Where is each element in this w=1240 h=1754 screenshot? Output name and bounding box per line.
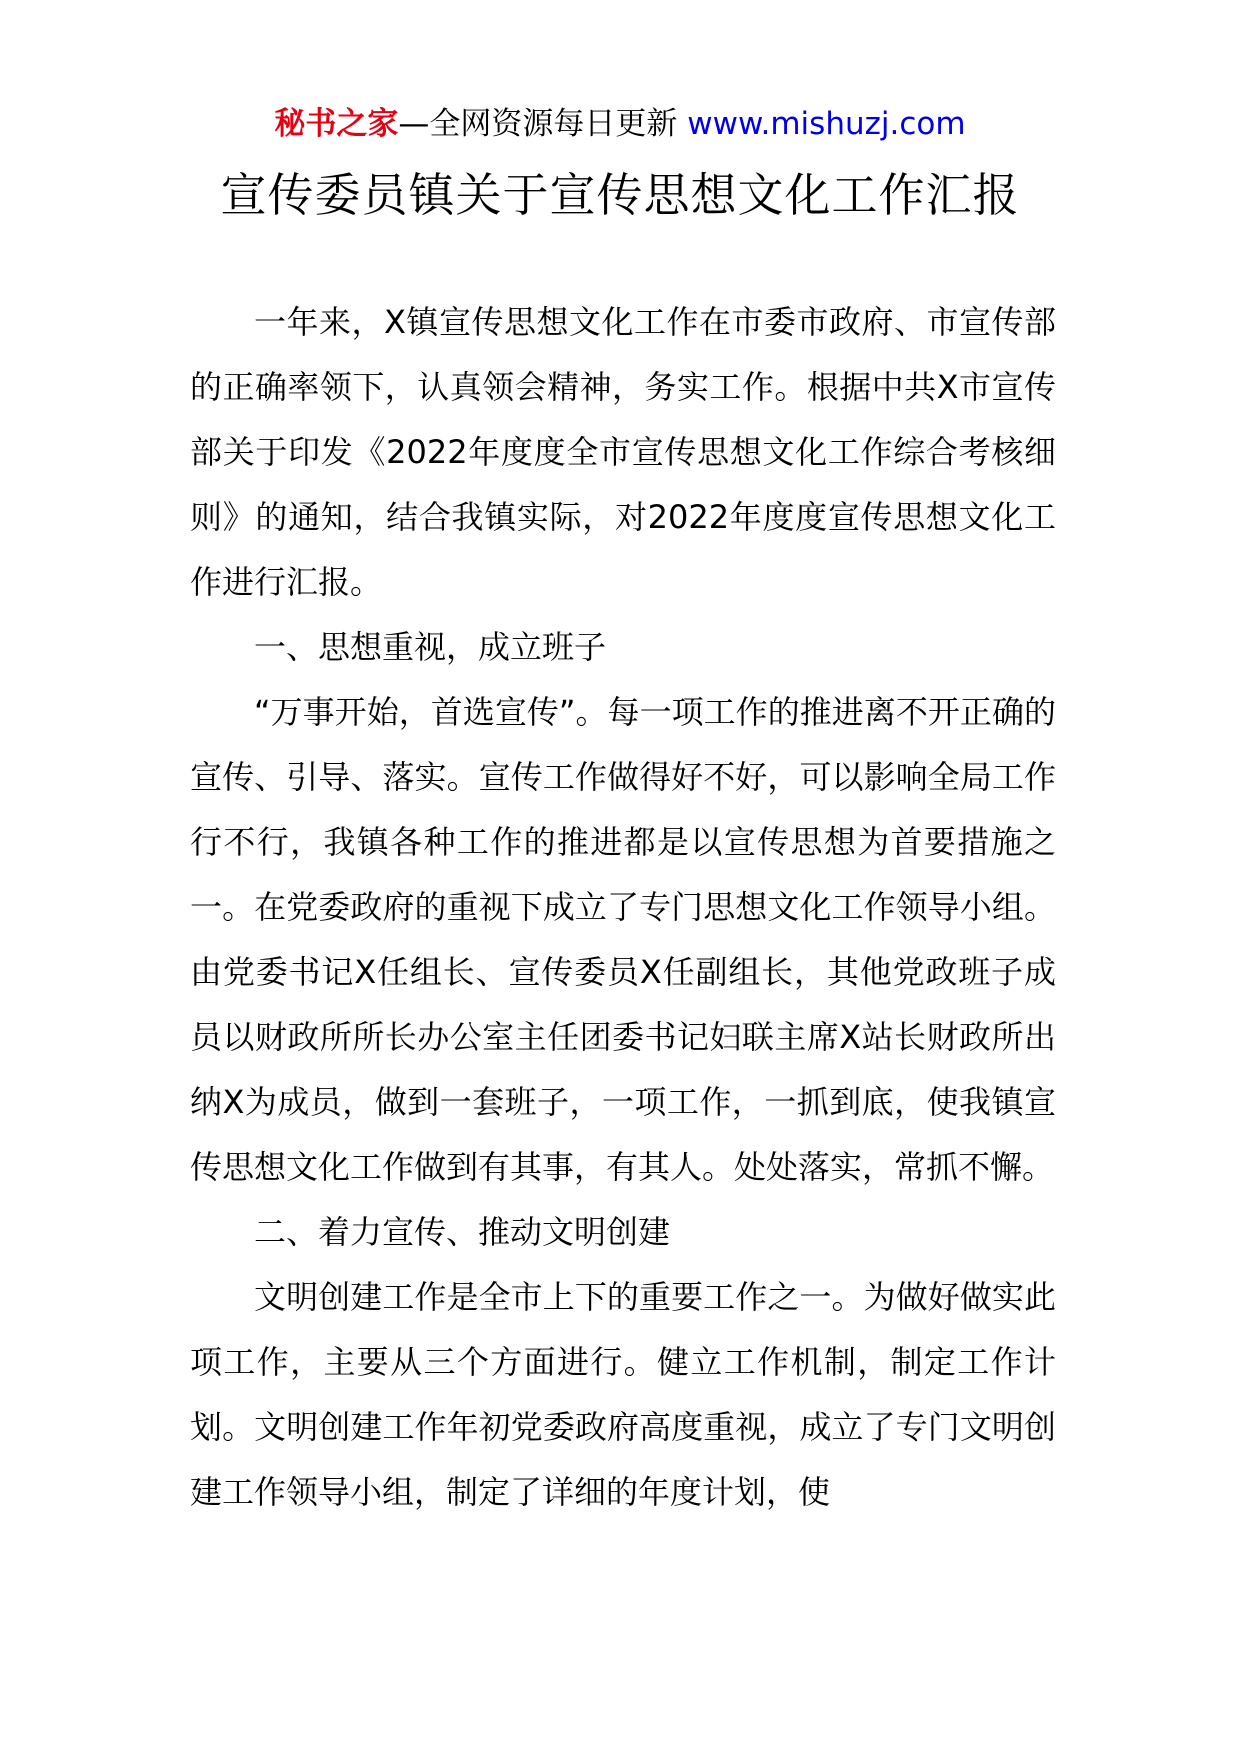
paragraph-intro: 一年来，X镇宣传思想文化工作在市委市政府、市宣传部的正确率领下，认真领会精神，务实工作。根据中共X市宣传部关于印发《2022年度度全市宣传思想文化工作综合考核细则》的通知，结合我镇实际，对2022年度度宣传思想文化工作进行汇报。 <box>190 303 1056 601</box>
header-tagline: —全网资源每日更新 <box>398 106 678 142</box>
section-heading-2: 二、着力宣传、推动文明创建 <box>254 1213 671 1251</box>
document-body <box>190 290 1056 1525</box>
paragraph-section-2: 文明创建工作是全市上下的重要工作之一。为做好做实此项工作，主要从三个方面进行。健立工作机制，制定工作计划。文明创建工作年初党委政府高度重视，成立了专门文明创建工作领导小组，制定了详细的年度计划，使 <box>190 1278 1056 1511</box>
section-heading-1: 一、思想重视，成立班子 <box>254 628 607 666</box>
brand-name: 秘书之家 <box>274 106 399 142</box>
document-title: 宣传委员镇关于宣传思想文化工作汇报 <box>220 168 1020 222</box>
site-url-link[interactable]: www.mishuzj.com <box>687 106 966 142</box>
site-header <box>0 100 1240 148</box>
paragraph-section-1: “万事开始，首选宣传”。每一项工作的推进离不开正确的宣传、引导、落实。宣传工作做得好不好，可以影响全局工作行不行，我镇各种工作的推进都是以宣传思想为首要措施之一。在党委政府的重视下成立了专门思想文化工作领导小组。由党委书记X任组长、宣传委员X任副组长，其他党政班子成员以财政所所长办公室主任团委书记妇联主席X站长财政所出纳X为成员，做到一套班子，一项工作，一抓到底，使我镇宣传思想文化工作做到有其事，有其人。处处落实，常抓不懈。 <box>190 693 1056 1186</box>
